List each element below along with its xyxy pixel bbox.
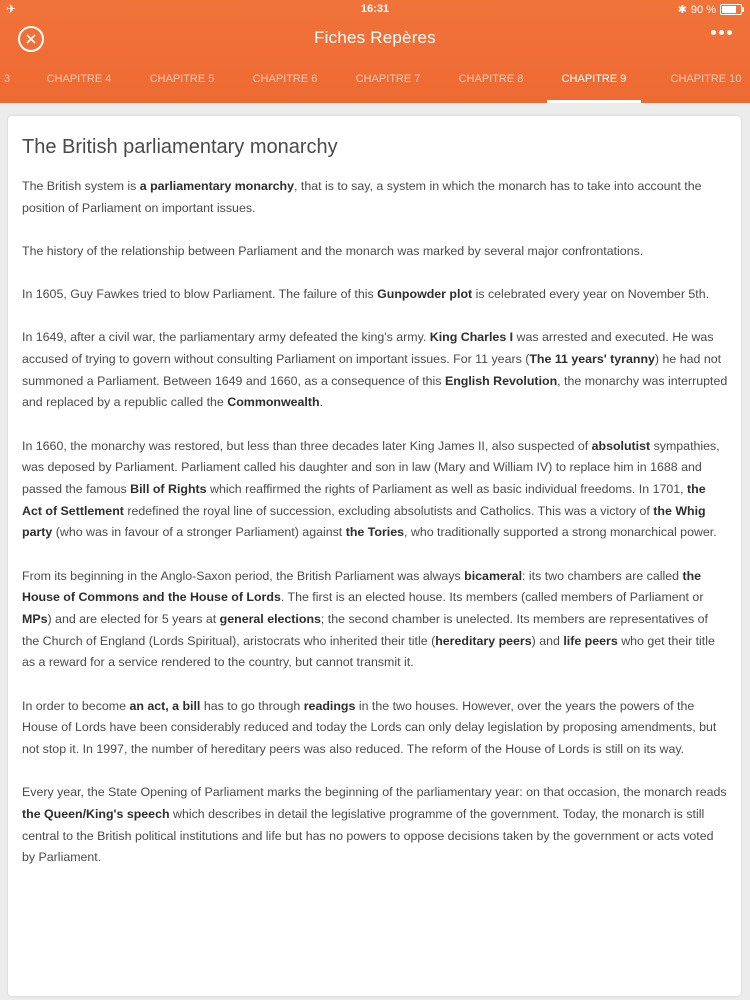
article-title: The British parliamentary monarchy bbox=[22, 136, 338, 158]
bold-term: MPs bbox=[22, 612, 48, 627]
article-paragraph bbox=[22, 782, 728, 869]
article-paragraph bbox=[22, 566, 728, 675]
article-paragraph bbox=[22, 284, 728, 306]
text-run: sympathies, was deposed by Parliament. Parliament called his daughter and son in law (Mary and William IV) to replace him in 1688 and passed the famous bbox=[22, 438, 720, 497]
battery-icon bbox=[720, 4, 742, 15]
text-run: In 1649, after a civil war, the parliamentary army defeated the king's army. bbox=[22, 330, 430, 345]
bold-term: absolutist bbox=[591, 438, 651, 453]
article-paragraph bbox=[22, 241, 728, 263]
text-run: , that is to say, a system in which the monarch has to take into account the position of Parliament on important issues. bbox=[22, 179, 702, 215]
bold-term: a parliamentary monarchy bbox=[139, 179, 295, 193]
article-paragraph bbox=[22, 696, 728, 761]
content-card bbox=[8, 116, 741, 996]
bluetooth-icon: ✱ bbox=[677, 4, 687, 16]
text-run: is celebrated every year on November 5th. bbox=[472, 287, 710, 302]
text-run: in the two houses. However, over the years the powers of the House of Lords have been considerably reduced and today the Lords can only delay legislation by proposing amendments, but not stop it. In 1997, the number of hereditary peers was also reduced. The reform of the House of Lords is still on its way. bbox=[22, 698, 717, 757]
text-run: , the monarchy was interrupted and replaced by a republic called the bbox=[22, 373, 728, 410]
article-paragraph bbox=[22, 176, 728, 219]
text-run: redefined the royal line of succession, excluding absolutists and Catholics. This was a victory of bbox=[123, 503, 654, 518]
airplane-mode-icon: ✈ bbox=[6, 2, 17, 16]
status-time: 16:31 bbox=[360, 3, 390, 15]
more-dot-icon bbox=[727, 30, 732, 35]
chapter-tabs bbox=[0, 60, 750, 103]
tab-chapter-10[interactable]: CHAPITRE 10 bbox=[670, 73, 742, 85]
bold-term: life peers bbox=[563, 633, 618, 648]
tab-chapter-6[interactable]: CHAPITRE 6 bbox=[252, 73, 318, 85]
bold-term: the Whig party bbox=[22, 503, 706, 540]
article-paragraph bbox=[22, 436, 728, 545]
battery-fill bbox=[722, 6, 736, 13]
bold-term: the House of Commons and the House of Lords bbox=[22, 568, 702, 605]
bold-term: bicameral bbox=[464, 568, 523, 583]
article-paragraph bbox=[22, 327, 728, 414]
text-run: In 1605, Guy Fawkes tried to blow Parliament. The failure of this bbox=[22, 287, 378, 302]
text-run: who get their title as a reward for a service rendered to the country, but cannot transmit it. bbox=[22, 633, 715, 670]
text-run: ) he had not summoned a Parliament. Between 1649 and 1660, as a consequence of this bbox=[22, 352, 722, 388]
page-title: Fiches Repères bbox=[314, 28, 436, 47]
text-run: . bbox=[319, 395, 323, 410]
tab-chapter-4[interactable]: CHAPITRE 4 bbox=[46, 73, 112, 85]
bold-term: The 11 years' tyranny bbox=[529, 352, 655, 367]
status-right bbox=[678, 3, 742, 16]
text-run: The British system is bbox=[22, 179, 140, 193]
tab-chapter-3[interactable]: 3 bbox=[3, 73, 11, 85]
bold-term: the Queen/King's speech bbox=[22, 806, 170, 821]
text-run: was arrested and executed. He was accused of trying to govern without consulting Parliament on important issues. For 11 years ( bbox=[22, 330, 714, 367]
tab-chapter-7[interactable]: CHAPITRE 7 bbox=[355, 73, 421, 85]
text-run: ) and bbox=[531, 633, 564, 648]
bold-term: English Revolution bbox=[444, 373, 558, 388]
text-run: has to go through bbox=[200, 698, 304, 713]
tab-chapter-8[interactable]: CHAPITRE 8 bbox=[458, 73, 524, 85]
bold-term: hereditary peers bbox=[435, 633, 532, 648]
tab-chapter-9[interactable]: CHAPITRE 9 bbox=[547, 60, 641, 103]
text-run: In 1660, the monarchy was restored, but less than three decades later King James II, also suspected of bbox=[22, 438, 592, 453]
text-run: which describes in detail the legislative programme of the government. Today, the monarch is still central to the British political institutions and life but has no powers to oppose decisions taken by the government or acts voted by Parliament. bbox=[22, 806, 714, 865]
text-run: From its beginning in the Anglo-Saxon period, the British Parliament was always bbox=[22, 568, 465, 583]
bold-term: an act, a bill bbox=[129, 698, 201, 713]
text-run: Every year, the State Opening of Parliament marks the beginning of the parliamentary year: on that occasion, the monarch reads bbox=[22, 785, 727, 800]
more-dot-icon bbox=[719, 30, 724, 35]
bold-term: general elections bbox=[219, 612, 321, 627]
text-run: : its two chambers are called bbox=[522, 568, 683, 583]
bold-term: Bill of Rights bbox=[130, 482, 207, 497]
bold-term: Commonwealth bbox=[227, 395, 320, 410]
bold-term: King Charles I bbox=[429, 330, 514, 345]
text-run: ; the second chamber is unelected. Its members are representatives of the Church of England (Lords Spiritual), aristocrats who inherited their title ( bbox=[22, 612, 708, 648]
more-options-button[interactable] bbox=[711, 30, 732, 35]
text-run: ) and are elected for 5 years at bbox=[47, 612, 220, 627]
bold-term: the Act of Settlement bbox=[22, 482, 706, 518]
text-run: In order to become bbox=[22, 698, 130, 713]
more-dot-icon bbox=[711, 30, 716, 35]
app-header bbox=[0, 0, 750, 103]
battery-percent: 90 % bbox=[690, 3, 716, 16]
nav-bar bbox=[0, 22, 750, 56]
text-run: which reaffirmed the rights of Parliament as well as basic individual freedoms. In 1701, bbox=[206, 482, 688, 497]
tab-chapter-5[interactable]: CHAPITRE 5 bbox=[149, 73, 215, 85]
text-run: . The first is an elected house. Its members (called members of Parliament or bbox=[280, 590, 704, 605]
status-bar bbox=[0, 0, 750, 18]
bold-term: the Tories bbox=[345, 525, 404, 540]
text-run: (who was in favour of a stronger Parliament) against bbox=[52, 525, 346, 540]
bold-term: readings bbox=[303, 698, 356, 713]
bold-term: Gunpowder plot bbox=[377, 287, 473, 302]
text-run: The history of the relationship between Parliament and the monarch was marked by several major confrontations. bbox=[22, 243, 644, 258]
article-body bbox=[22, 176, 728, 891]
text-run: , who traditionally supported a strong monarchical power. bbox=[404, 525, 717, 540]
